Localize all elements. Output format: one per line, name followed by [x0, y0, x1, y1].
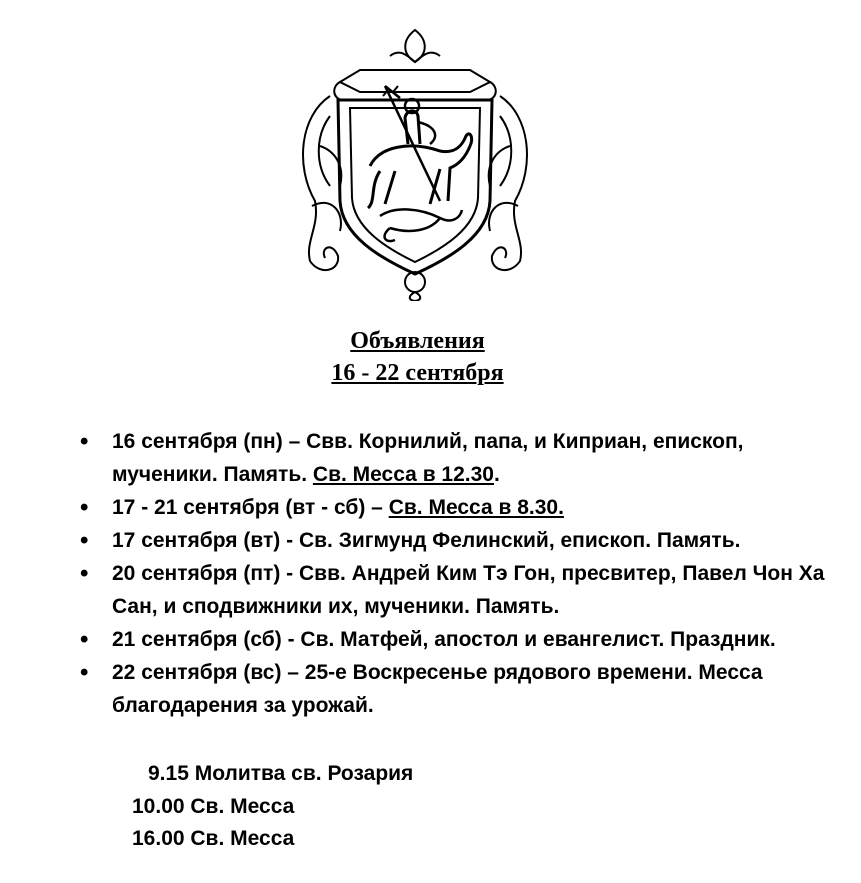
list-item: • 17 - 21 сентября (вт - сб) – Св. Месса в 8.30.	[80, 491, 840, 524]
schedule-item-mass-1000: 10.00 Св. Месса	[132, 795, 295, 818]
list-item: • 22 сентября (вс) – 25-е Воскресенье рядового времени. Месса благодарения за урожай.	[80, 656, 840, 722]
mass-time-link: Св. Месса в 12.30	[312, 463, 494, 486]
schedule-item-mass-1600: 16.00 Св. Месса	[132, 827, 295, 850]
list-item: • 16 сентября (пн) – Свв. Корнилий, папа, и Киприан, епископ, мученики. Память. Св. Месса в 12.30.	[80, 425, 840, 491]
announcement-list	[80, 425, 840, 722]
page-title: Объявления	[350, 328, 485, 354]
list-item: • 20 сентября (пт) - Свв. Андрей Ким Тэ Гон, пресвитер, Павел Чон Ха Сан, и сподвижники их, мученики. Память.	[80, 557, 840, 623]
schedule-item-rosary: 9.15 Молитва св. Розария	[148, 762, 414, 785]
mass-time-link: Св. Месса в 8.30.	[388, 496, 564, 519]
list-item: • 21 сентября (сб) - Св. Матфей, апостол и евангелист. Праздник.	[80, 623, 840, 656]
date-range: 16 - 22 сентября	[331, 360, 504, 386]
st-george-shield-icon	[290, 26, 540, 301]
list-item: • 17 сентября (вт) - Св. Зигмунд Фелинский, епископ. Память.	[80, 524, 840, 557]
